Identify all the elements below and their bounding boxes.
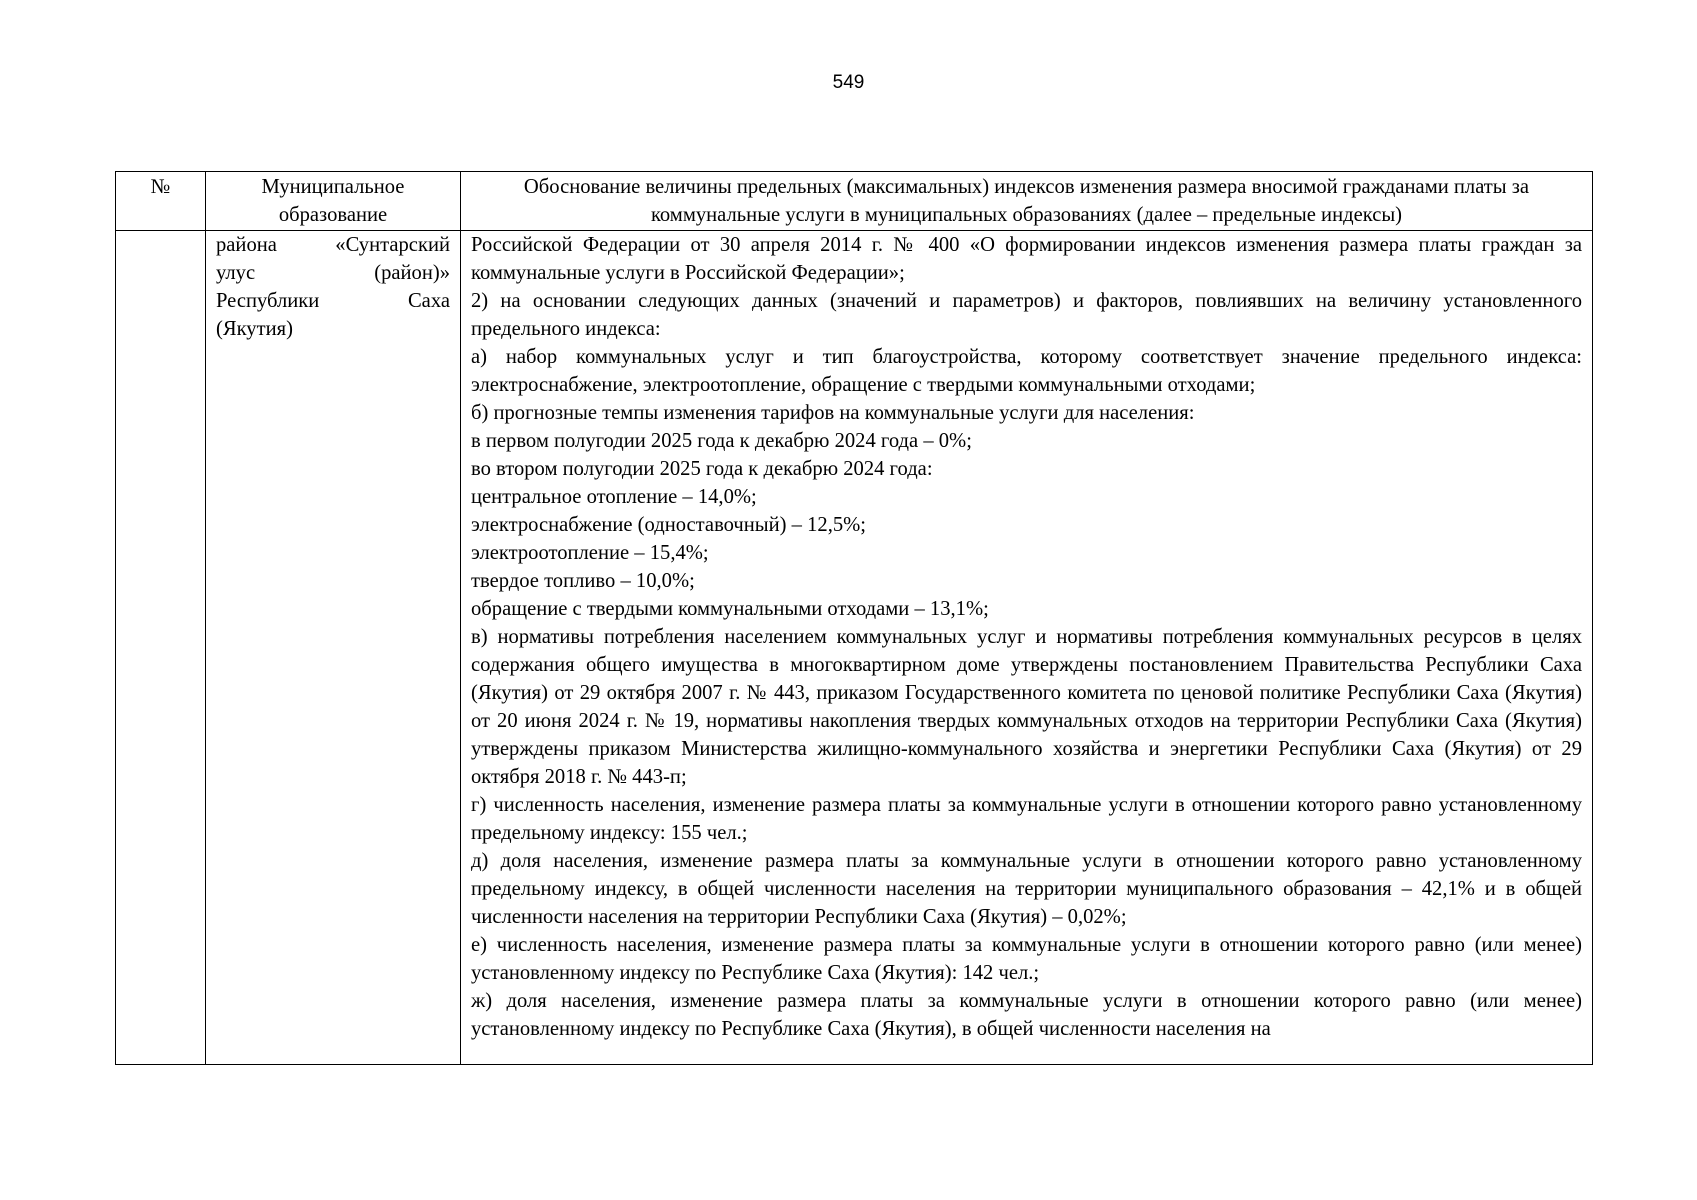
paragraph: электроснабжение (одноставочный) – 12,5%; <box>471 514 867 536</box>
paragraph: 2) на основании следующих данных (значений и параметров) и факторов, повлиявших на величину установленного предельного индекса: <box>471 290 1582 340</box>
header-justification: Обоснование величины предельных (максимальных) индексов изменения размера вносимой гражданами платы за коммунальные услуги в муниципальных образованиях (далее – предельные индексы) <box>461 172 1593 231</box>
paragraph: твердое топливо – 10,0%; <box>471 570 695 592</box>
paragraph: е) численность населения, изменение размера платы за коммунальные услуги в отношении которого равно (или менее) установленному индексу по Республике Саха (Якутия): 142 чел.; <box>471 934 1582 984</box>
page-number: 549 <box>832 72 865 93</box>
paragraph: г) численность населения, изменение размера платы за коммунальные услуги в отношении которого равно установленному предельному индексу: 155 чел.; <box>471 794 1582 844</box>
paragraph: д) доля населения, изменение размера платы за коммунальные услуги в отношении которого равно установленному предельному индексу, в общей численности населения на территории муниципального образования – 42,1% и в общей численности населения на территории Республики Саха (Якутия) – 0,02%; <box>471 850 1582 928</box>
paragraph: в первом полугодии 2025 года к декабрю 2024 года – 0%; <box>471 430 972 452</box>
municipality-cell <box>206 231 461 1065</box>
paragraph: Российской Федерации от 30 апреля 2014 г. № 400 «О формировании индексов изменения размера платы граждан за коммунальные услуги в Российской Федерации»; <box>471 234 1582 284</box>
paragraph: а) набор коммунальных услуг и тип благоустройства, которому соответствует значение предельного индекса: электроснабжение, электроотопление, обращение с твердыми коммунальными отходами; <box>471 346 1582 396</box>
paragraph: в) нормативы потребления населением коммунальных услуг и нормативы потребления коммунальных ресурсов в целях содержания общего имущества в многоквартирном доме утверждены постановлением Правительства Республики Саха (Якутия) от 29 октября 2007 г. № 443, приказом Государственного комитета по ценовой политике Республики Саха (Якутия) от 20 июня 2024 г. № 19, нормативы накопления твердых коммунальных отходов на территории Республики Саха (Якутия) утверждены приказом Министерства жилищно-коммунального хозяйства и энергетики Республики Саха (Якутия) от 29 октября 2018 г. № 443-п; <box>471 626 1582 788</box>
row-number-cell <box>116 231 206 1065</box>
table-header-row <box>116 172 1593 231</box>
municipality-line: (Якутия) <box>216 318 293 340</box>
paragraph: обращение с твердыми коммунальными отходами – 13,1%; <box>471 598 989 620</box>
paragraph: б) прогнозные темпы изменения тарифов на коммунальные услуги для населения: <box>471 402 1195 424</box>
paragraph: центральное отопление – 14,0%; <box>471 486 757 508</box>
header-number: № <box>116 172 206 231</box>
municipality-line: улус (район)» <box>216 262 450 284</box>
municipality-line: Республики Саха <box>216 290 450 312</box>
justification-table <box>115 171 1593 1065</box>
paragraph: ж) доля населения, изменение размера платы за коммунальные услуги в отношении которого равно (или менее) установленному индексу по Республике Саха (Якутия), в общей численности населения на <box>471 990 1582 1040</box>
header-municipality: Муниципальное образование <box>206 172 461 231</box>
justification-cell <box>461 231 1593 1065</box>
paragraph: электроотопление – 15,4%; <box>471 542 709 564</box>
paragraph: во втором полугодии 2025 года к декабрю 2024 года: <box>471 458 933 480</box>
municipality-line: района «Сунтарский <box>216 234 450 256</box>
table-row <box>116 231 1593 1065</box>
